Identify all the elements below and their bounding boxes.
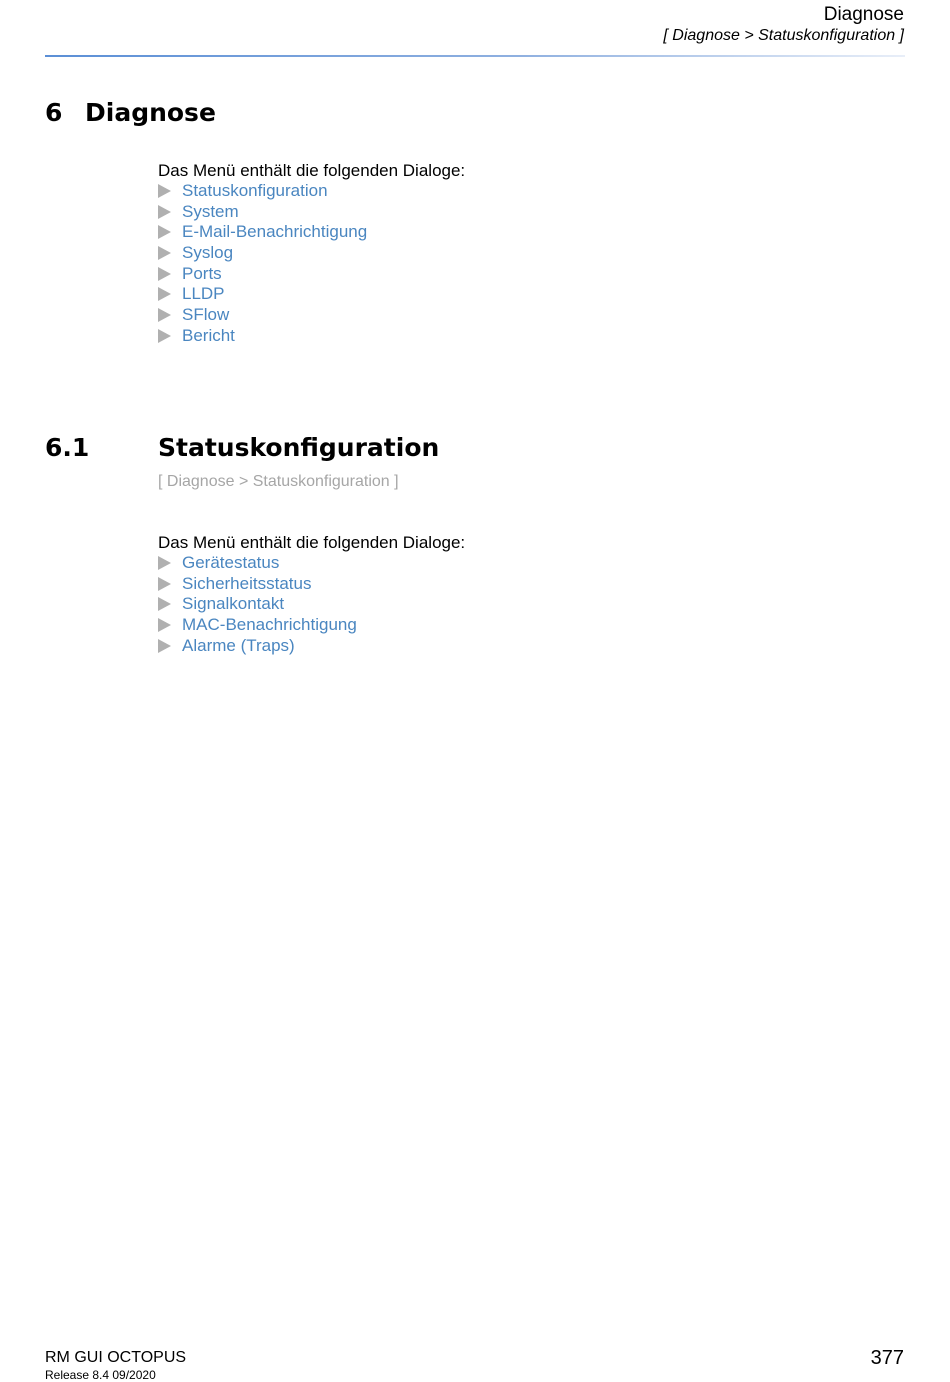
link-system[interactable]: System	[182, 201, 239, 221]
section-dialog-list	[158, 553, 357, 656]
arrow-right-icon	[158, 618, 171, 632]
link-sicherheitsstatus[interactable]: Sicherheitsstatus	[182, 573, 312, 593]
page-header-breadcrumb: [ Diagnose > Statuskonfiguration ]	[663, 27, 904, 44]
list-item	[158, 553, 357, 574]
list-item	[158, 222, 367, 243]
list-item	[158, 326, 367, 347]
arrow-right-icon	[158, 287, 171, 301]
section-breadcrumb: [ Diagnose > Statuskonfiguration ]	[158, 473, 399, 490]
arrow-right-icon	[158, 556, 171, 570]
link-statuskonfiguration[interactable]: Statuskonfiguration	[182, 181, 328, 200]
link-mac-benachrichtigung[interactable]: MAC-Benachrichtigung	[182, 615, 357, 635]
link-alarme-traps[interactable]: Alarme (Traps)	[182, 635, 295, 655]
list-item	[158, 181, 367, 202]
list-item	[158, 615, 357, 636]
link-geraetestatus[interactable]: Gerätestatus	[182, 553, 280, 572]
chapter-heading	[45, 97, 216, 129]
link-sflow[interactable]: SFlow	[182, 305, 230, 325]
page-header-title: Diagnose	[823, 4, 904, 25]
arrow-right-icon	[158, 639, 171, 653]
link-syslog[interactable]: Syslog	[182, 243, 234, 263]
arrow-right-icon	[158, 246, 171, 260]
arrow-right-icon	[158, 184, 171, 198]
section-title: Statuskonfiguration	[158, 433, 440, 462]
link-email-benachrichtigung[interactable]: E-Mail-Benachrichtigung	[182, 222, 368, 242]
chapter-title: Diagnose	[85, 98, 216, 127]
chapter-number: 6	[45, 98, 63, 127]
link-signalkontakt[interactable]: Signalkontakt	[182, 594, 285, 614]
chapter-dialog-list	[158, 181, 367, 347]
footer-release: Release 8.4 09/2020	[45, 1368, 156, 1382]
link-ports[interactable]: Ports	[182, 263, 222, 283]
list-item	[158, 636, 357, 657]
arrow-right-icon	[158, 597, 171, 611]
list-item	[158, 305, 367, 326]
section-heading	[45, 432, 439, 464]
list-item	[158, 594, 357, 615]
arrow-right-icon	[158, 577, 171, 591]
arrow-right-icon	[158, 205, 171, 219]
list-item	[158, 264, 367, 285]
page-number: 377	[870, 1347, 904, 1369]
link-lldp[interactable]: LLDP	[182, 284, 225, 304]
list-item	[158, 284, 367, 305]
footer-product: RM GUI OCTOPUS	[45, 1349, 187, 1366]
link-bericht[interactable]: Bericht	[182, 325, 235, 345]
list-item	[158, 202, 367, 223]
chapter-intro: Das Menü enthält die folgenden Dialoge:	[158, 161, 466, 180]
section-intro: Das Menü enthält die folgenden Dialoge:	[158, 533, 466, 552]
arrow-right-icon	[158, 308, 171, 322]
arrow-right-icon	[158, 267, 171, 281]
arrow-right-icon	[158, 225, 171, 239]
header-divider	[45, 55, 905, 57]
arrow-right-icon	[158, 329, 171, 343]
list-item	[158, 243, 367, 264]
section-number: 6.1	[45, 433, 90, 462]
list-item	[158, 574, 357, 595]
